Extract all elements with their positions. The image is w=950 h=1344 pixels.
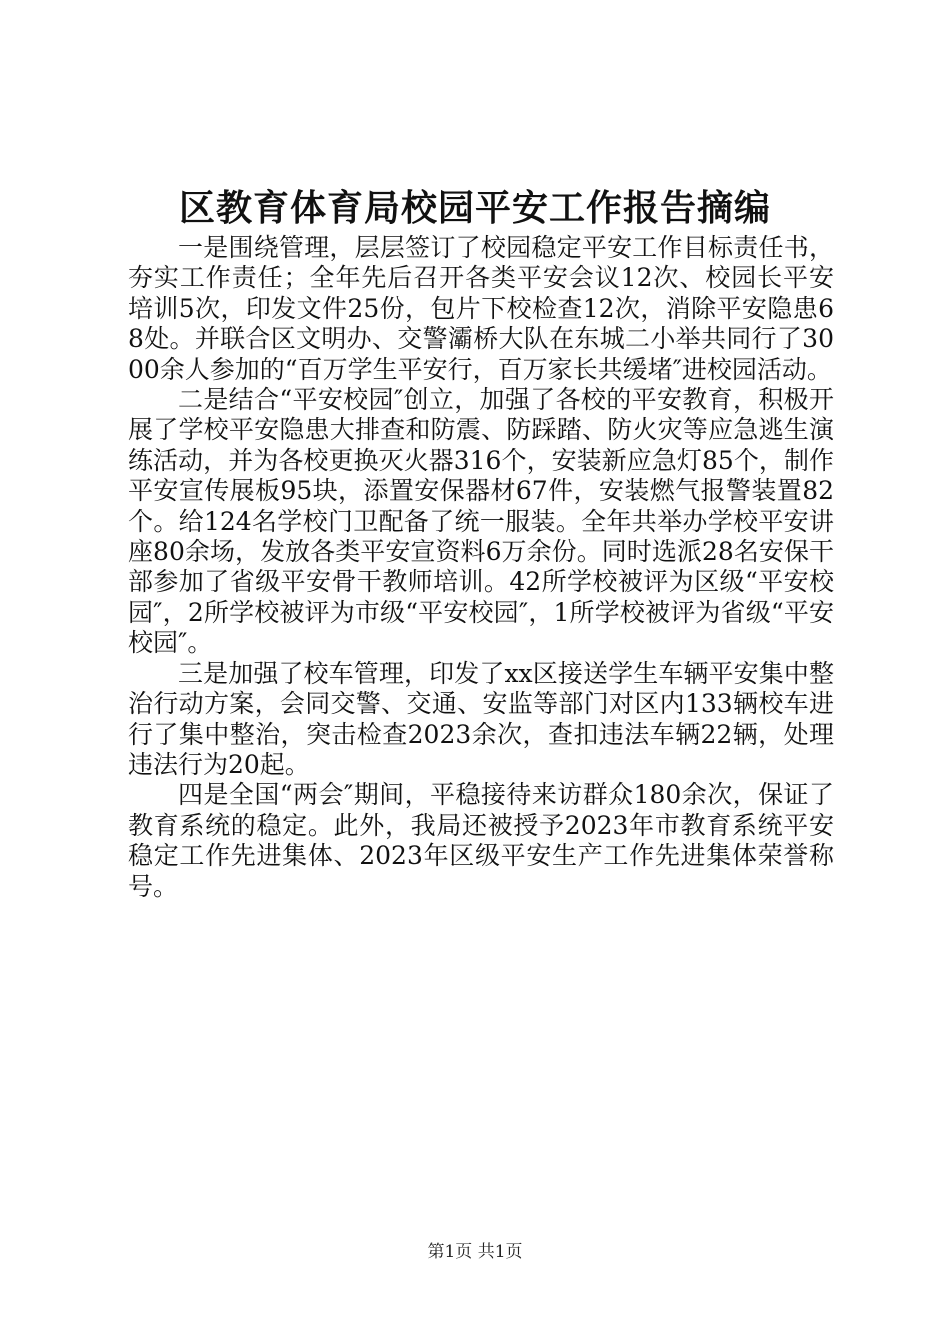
document-title: 区教育体育局校园平安工作报告摘编 [178, 187, 771, 229]
paragraph-1: 一是围绕管理，层层签订了校园稳定平安工作目标责任书，夯实工作责任；全年先后召开各类平安会议12次、校园长平安培训5次，印发文件25份，包片下校检查12次，消除平安隐患68处。并联合区文明办、交警灞桥大队在东城二小举共同行了3000余人参加的“百万学生平安行，百万家长共缓堵″进校园活动。 [128, 233, 834, 384]
document-body [128, 233, 834, 902]
paragraph-3: 三是加强了校车管理，印发了xx区接送学生车辆平安集中整治行动方案，会同交警、交通、安监等部门对区内133辆校车进行了集中整治，突击检查2023余次，查扣违法车辆22辆，处理违法行为20起。 [128, 658, 834, 779]
page-number-footer: 第1页 共1页 [427, 1242, 523, 1262]
paragraph-4: 四是全国“两会″期间，平稳接待来访群众180余次，保证了教育系统的稳定。此外，我局还被授予2023年市教育系统平安稳定工作先进集体、2023年区级平安生产工作先进集体荣誉称号。 [128, 780, 834, 901]
paragraph-2: 二是结合“平安校园″创立，加强了各校的平安教育，积极开展了学校平安隐患大排查和防震、防踩踏、防火灾等应急逃生演练活动，并为各校更换灭火器316个，安装新应急灯85个，制作平安宣传展板95块，添置安保器材67件，安装燃气报警装置82个。给124名学校门卫配备了统一服装。全年共举办学校平安讲座80余场，发放各类平安宣资料6万余份。同时选派28名安保干部参加了省级平安骨干教师培训。42所学校被评为区级“平安校园″，2所学校被评为市级“平安校园″，1所学校被评为省级“平安校园″。 [128, 385, 834, 658]
